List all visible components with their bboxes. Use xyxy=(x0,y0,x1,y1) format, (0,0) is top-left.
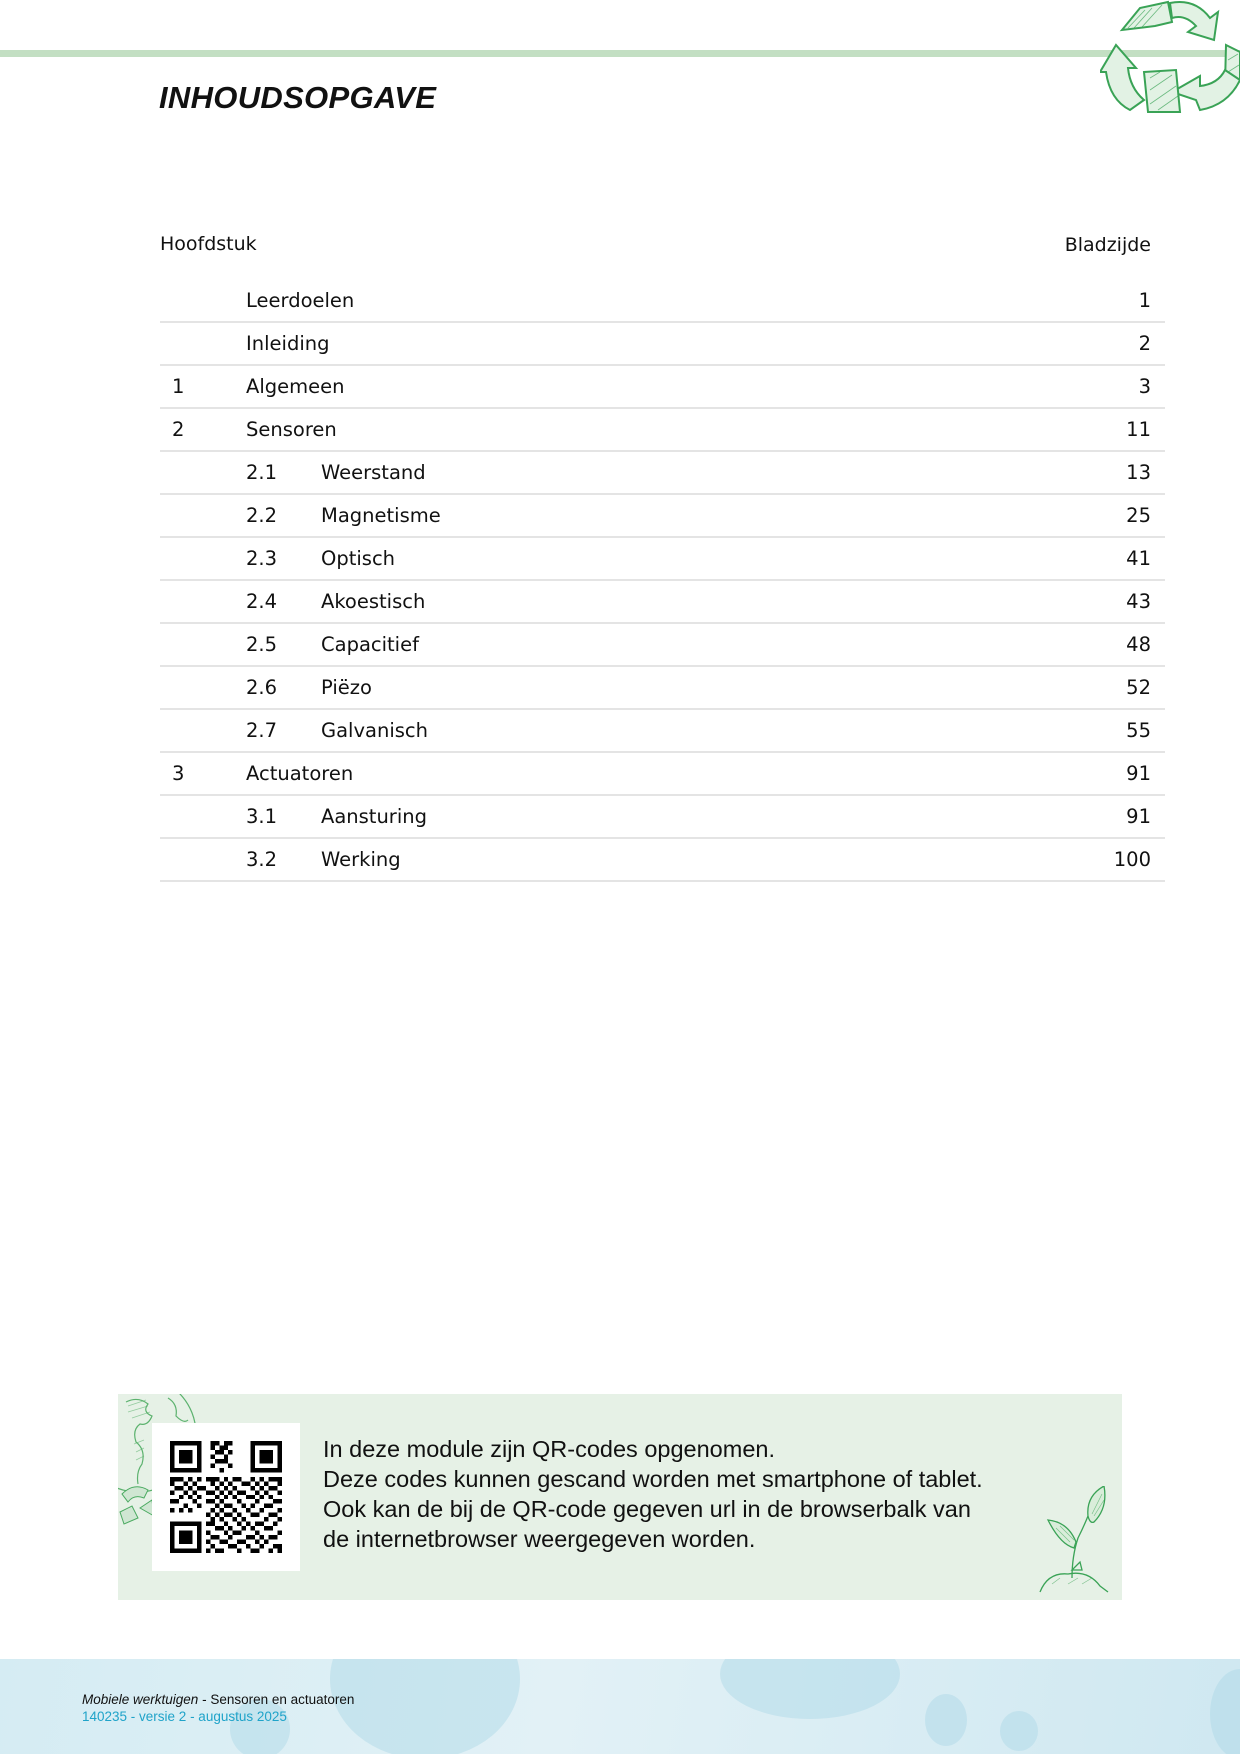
decorative-bubble xyxy=(925,1694,967,1746)
qr-notice-line: Ook kan de bij de QR-code gegeven url in de browserbalk van xyxy=(323,1496,971,1522)
toc-chapter-number: 2 xyxy=(172,418,185,441)
toc-section-number: 2.6 xyxy=(246,676,278,699)
toc-entry[interactable] xyxy=(160,581,1165,624)
toc-entry-title: Algemeen xyxy=(246,375,345,398)
toc-entry-title: Aansturing xyxy=(321,805,427,828)
toc-entry[interactable] xyxy=(160,624,1165,667)
toc-entry[interactable] xyxy=(160,409,1165,452)
toc-entry-title: Piëzo xyxy=(321,676,372,699)
toc-entry[interactable] xyxy=(160,796,1165,839)
qr-notice-text xyxy=(323,1434,983,1554)
decorative-bubble xyxy=(1210,1669,1240,1754)
page-title: INHOUDSOPGAVE xyxy=(159,80,437,115)
toc-entry[interactable] xyxy=(160,323,1165,366)
footer-title xyxy=(82,1691,354,1708)
recycle-icon xyxy=(1100,0,1240,115)
toc-chapter-number: 3 xyxy=(172,762,185,785)
qr-notice-box xyxy=(118,1394,1122,1600)
toc-header-page: Bladzijde xyxy=(1064,234,1151,256)
toc-entry[interactable] xyxy=(160,710,1165,753)
footer-version: 140235 - versie 2 - augustus 2025 xyxy=(82,1709,287,1724)
decorative-bubble xyxy=(1000,1711,1038,1751)
toc-header-chapter: Hoofdstuk xyxy=(160,233,257,255)
toc-entry[interactable] xyxy=(160,667,1165,710)
footer-text xyxy=(82,1691,354,1725)
toc-entry[interactable] xyxy=(160,538,1165,581)
toc-entry[interactable] xyxy=(160,839,1165,882)
footer-course: Mobiele werktuigen xyxy=(82,1692,199,1707)
toc-entry-title: Galvanisch xyxy=(321,719,428,742)
toc-page-number: 3 xyxy=(1138,375,1151,398)
toc-entry-title: Optisch xyxy=(321,547,396,570)
toc-section-number: 2.1 xyxy=(246,461,278,484)
toc-page-number: 41 xyxy=(1126,547,1151,570)
toc-page-number: 52 xyxy=(1126,676,1151,699)
sprout-icon xyxy=(1038,1486,1110,1594)
toc-entry[interactable] xyxy=(160,452,1165,495)
toc-entry[interactable] xyxy=(160,366,1165,409)
qr-notice-line: de internetbrowser weergegeven worden. xyxy=(323,1526,756,1552)
toc-entry[interactable] xyxy=(160,495,1165,538)
toc-page-number: 2 xyxy=(1138,332,1151,355)
toc-page-number: 91 xyxy=(1126,805,1151,828)
toc-section-number: 2.4 xyxy=(246,590,278,613)
toc-page-number: 25 xyxy=(1126,504,1151,527)
toc-entry[interactable] xyxy=(160,753,1165,796)
decorative-bubble xyxy=(720,1659,900,1719)
toc-chapter-number: 1 xyxy=(172,375,185,398)
toc-section-number: 3.1 xyxy=(246,805,278,828)
toc-header xyxy=(160,230,1165,280)
page-footer xyxy=(0,1659,1240,1754)
toc-rows xyxy=(160,280,1165,882)
toc-entry-title: Inleiding xyxy=(246,332,330,355)
toc-page-number: 100 xyxy=(1113,848,1151,871)
toc-page-number: 13 xyxy=(1126,461,1151,484)
toc-page-number: 91 xyxy=(1126,762,1151,785)
toc-section-number: 2.5 xyxy=(246,633,278,656)
toc-entry-title: Leerdoelen xyxy=(246,289,355,312)
toc-entry-title: Werking xyxy=(321,848,401,871)
toc-section-number: 3.2 xyxy=(246,848,278,871)
qr-code-icon[interactable] xyxy=(170,1441,282,1553)
top-rule xyxy=(0,50,1240,57)
toc-entry[interactable] xyxy=(160,280,1165,323)
decorative-bubble xyxy=(330,1659,520,1754)
toc-page-number: 11 xyxy=(1126,418,1151,441)
qr-notice-line: In deze module zijn QR-codes opgenomen. xyxy=(323,1436,775,1462)
toc-page-number: 43 xyxy=(1126,590,1151,613)
toc-entry-title: Magnetisme xyxy=(321,504,441,527)
qr-notice-line: Deze codes kunnen gescand worden met smartphone of tablet. xyxy=(323,1466,983,1492)
table-of-contents xyxy=(160,230,1165,882)
toc-section-number: 2.7 xyxy=(246,719,278,742)
footer-separator: - xyxy=(198,1692,211,1707)
toc-section-number: 2.2 xyxy=(246,504,278,527)
toc-entry-title: Sensoren xyxy=(246,418,337,441)
toc-entry-title: Actuatoren xyxy=(246,762,354,785)
footer-subject: Sensoren en actuatoren xyxy=(210,1692,355,1707)
toc-page-number: 1 xyxy=(1138,289,1151,312)
toc-entry-title: Akoestisch xyxy=(321,590,426,613)
toc-entry-title: Weerstand xyxy=(321,461,426,484)
toc-entry-title: Capacitief xyxy=(321,633,419,656)
toc-page-number: 48 xyxy=(1126,633,1151,656)
toc-page-number: 55 xyxy=(1126,719,1151,742)
qr-code-frame xyxy=(152,1423,300,1571)
toc-section-number: 2.3 xyxy=(246,547,278,570)
